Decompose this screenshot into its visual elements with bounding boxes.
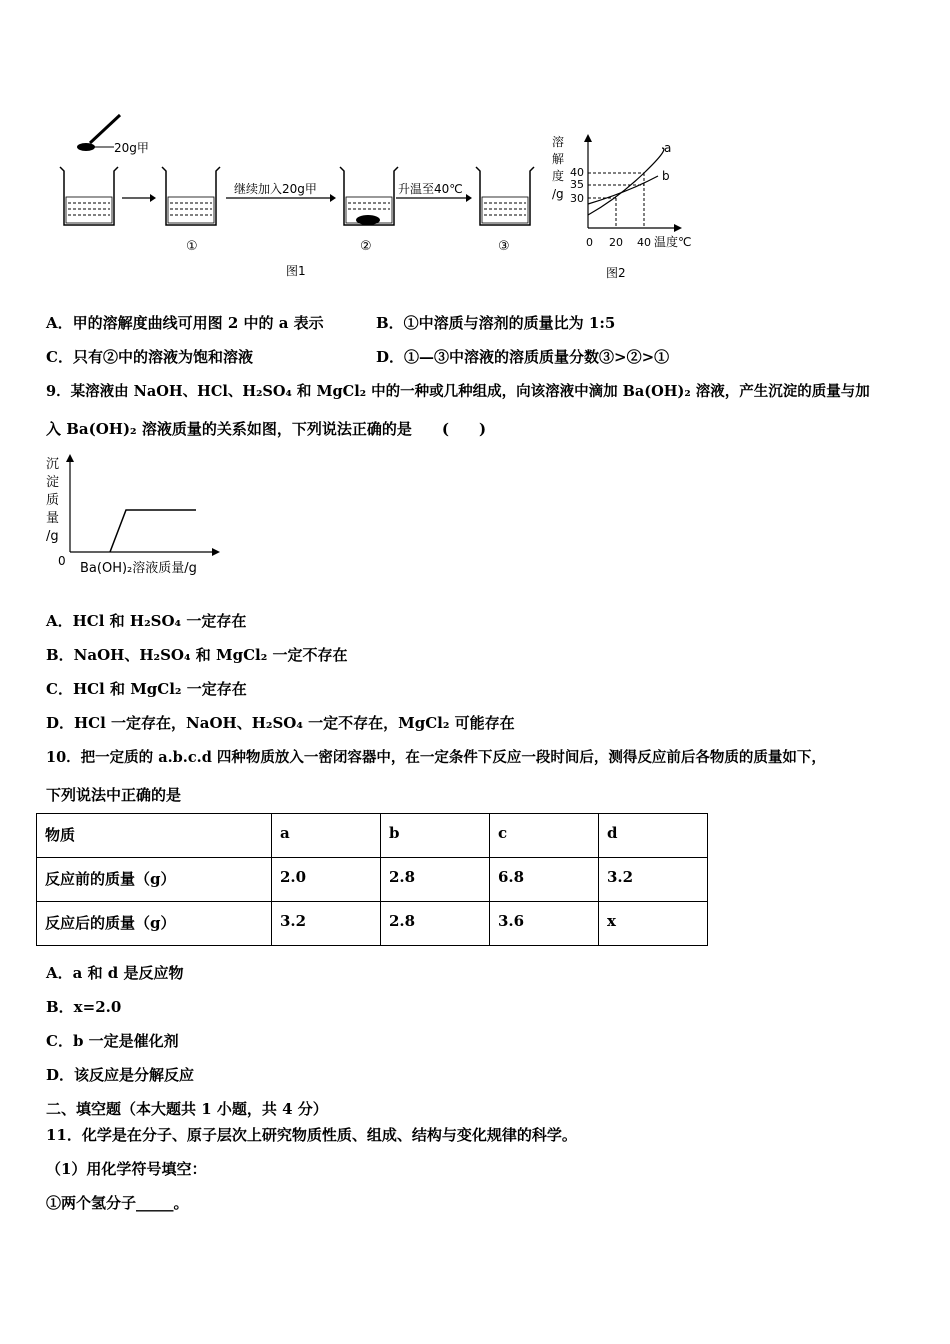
arrow-icon: [122, 194, 156, 202]
table-cell: x: [599, 902, 708, 946]
table-cell: d: [599, 814, 708, 858]
q11-sub-1: （1）用化学符号填空：: [46, 1160, 207, 1178]
q10-option-d: D．该反应是分解反应: [46, 1066, 195, 1084]
spoon-label: 20g甲: [114, 141, 149, 155]
beaker-3-label: ③: [498, 239, 510, 254]
q9-y-label-3: 质: [46, 493, 60, 508]
curve-b-label: b: [662, 169, 670, 183]
q9-y-label-2: 淀: [46, 475, 60, 490]
curve-b: [588, 176, 658, 204]
beaker-2: [340, 167, 398, 225]
y-tick-40: 40: [570, 166, 584, 179]
y-label-3: 度: [552, 169, 565, 183]
table-cell: 2.0: [272, 858, 381, 902]
table-cell: 3.2: [272, 902, 381, 946]
table-cell: c: [490, 814, 599, 858]
table-cell: 物质: [37, 814, 272, 858]
q8-option-c: C．只有②中的溶液为饱和溶液: [46, 348, 253, 366]
q9-stem-line-2: 入 Ba(OH)₂ 溶液质量的关系如图，下列说法正确的是 ( ): [46, 420, 487, 438]
table-cell: 6.8: [490, 858, 599, 902]
table-row: [37, 858, 708, 902]
q9-option-d: D．HCl 一定存在，NaOH、H₂SO₄ 一定不存在，MgCl₂ 可能存在: [46, 714, 515, 732]
q10-stem-line-1: 10．把一定质的 a.b.c.d 四种物质放入一密闭容器中，在一定条件下反应一段时间后，测得反应前后各物质的质量如下，: [46, 749, 826, 766]
q8-option-a: A．甲的溶解度曲线可用图 2 中的 a 表示: [46, 314, 324, 332]
y-label-1: 溶: [552, 135, 565, 149]
y-tick-30: 30: [570, 192, 584, 205]
q10-option-b: B．x=2.0: [46, 998, 122, 1016]
table-cell: 3.6: [490, 902, 599, 946]
q10-option-a: A．a 和 d 是反应物: [46, 964, 184, 982]
section-2-title: 二、填空题（本大题共 1 小题，共 4 分）: [46, 1100, 328, 1118]
q9-y-label-1: 沉: [46, 457, 60, 472]
q9-origin: 0: [58, 554, 66, 568]
x-tick-20: 20: [609, 236, 623, 249]
table-cell: 2.8: [381, 902, 490, 946]
precipitate-icon: [356, 215, 380, 225]
q9-option-b: B．NaOH、H₂SO₄ 和 MgCl₂ 一定不存在: [46, 646, 348, 664]
figure-2: [548, 130, 718, 285]
beaker-2-label: ②: [360, 239, 372, 254]
table-cell: 反应后的质量（g）: [37, 902, 272, 946]
y-label-2: 解: [552, 152, 565, 166]
beaker-1-label: ①: [186, 239, 198, 254]
table-cell: b: [381, 814, 490, 858]
figure-2-caption: 图2: [606, 266, 626, 280]
y-label-4: /g: [552, 187, 564, 201]
q9-graph: [44, 450, 234, 580]
table-cell: a: [272, 814, 381, 858]
step-2-label: 升温至40℃: [398, 182, 463, 196]
table-cell: 反应前的质量（g）: [37, 858, 272, 902]
table-cell: 3.2: [599, 858, 708, 902]
q10-stem-line-2: 下列说法中正确的是: [46, 786, 182, 804]
beaker-3: [476, 167, 534, 225]
q9-option-a: A．HCl 和 H₂SO₄ 一定存在: [46, 612, 247, 630]
figure-1: [50, 105, 550, 285]
x-tick-0: 0: [586, 236, 593, 249]
q9-stem-line-1: 9．某溶液由 NaOH、HCl、H₂SO₄ 和 MgCl₂ 中的一种或几种组成，向该溶液中滴加 Ba(OH)₂ 溶液，产生沉淀的质量与加: [46, 383, 870, 400]
q10-table: [36, 813, 708, 946]
x-tick-40: 40: [637, 236, 651, 249]
q8-option-b: B．①中溶质与溶剂的质量比为 1:5: [376, 314, 616, 332]
table-row: [37, 902, 708, 946]
q10-option-c: C．b 一定是催化剂: [46, 1032, 179, 1050]
q9-curve: [110, 510, 196, 552]
beaker-initial: [60, 167, 118, 225]
q11-item-1: ①两个氢分子_____。: [46, 1194, 189, 1212]
q9-option-c: C．HCl 和 MgCl₂ 一定存在: [46, 680, 247, 698]
curve-a-label: a: [664, 141, 672, 155]
q8-option-d: D．①—③中溶液的溶质质量分数③>②>①: [376, 348, 670, 366]
x-label: 温度℃: [654, 235, 692, 249]
q9-x-label: Ba(OH)₂溶液质量/g: [80, 561, 197, 576]
step-1-label: 继续加入20g甲: [234, 182, 317, 196]
y-tick-35: 35: [570, 178, 584, 191]
q11-stem: 11．化学是在分子、原子层次上研究物质性质、组成、结构与变化规律的科学。: [46, 1126, 577, 1144]
table-header-row: [37, 814, 708, 858]
figure-1-caption: 图1: [286, 264, 306, 278]
curve-a: [588, 148, 664, 215]
q9-y-label-5: /g: [46, 529, 59, 544]
q9-y-label-4: 量: [46, 511, 60, 526]
table-cell: 2.8: [381, 858, 490, 902]
beaker-1: [162, 167, 220, 225]
